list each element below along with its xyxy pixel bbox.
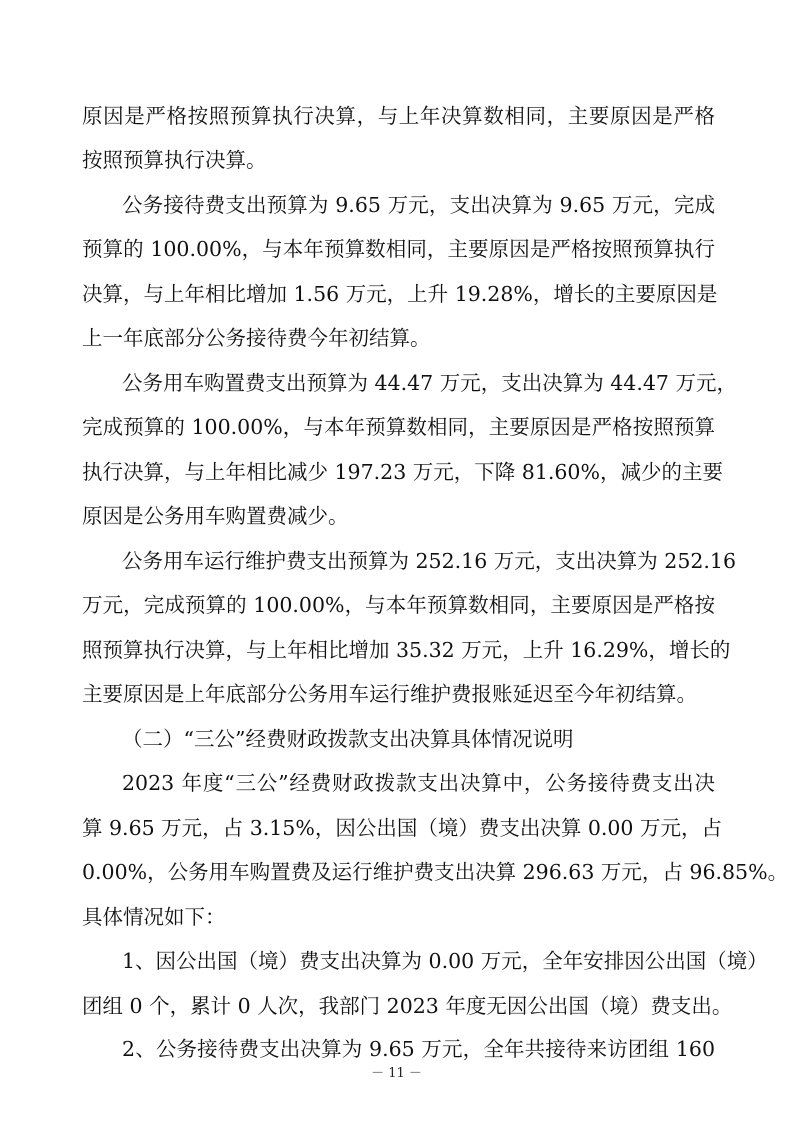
text-line: 主要原因是上年底部分公务用车运行维护费报账延迟至今年初结算。 [82,682,697,706]
section-heading: （二）“三公”经费财政拨款支出决算具体情况说明 [122,727,574,751]
text-line: 执行决算，与上年相比减少 197.23 万元，下降 81.60%，减少的主要 [82,460,723,484]
text-line: 0.00%，公务用车购置费及运行维护费支出决算 296.63 万元，占 96.85%。 [82,860,789,884]
text-line: 原因是公务用车购置费减少。 [82,504,349,528]
text-line: 2023 年度“三公”经费财政拨款支出决算中，公务接待费支出决 [122,771,715,795]
text-line: 上一年底部分公务接待费今年初结算。 [82,326,431,350]
page-number: － 11 － [371,1066,422,1081]
text-line: 按照预算执行决算。 [82,148,267,172]
text-line: 原因是严格按照预算执行决算，与上年决算数相同，主要原因是严格 [82,104,715,128]
text-line: 2、公务接待费支出决算为 9.65 万元，全年共接待来访团组 160 [122,1037,715,1061]
text-line: 预算的 100.00%，与本年预算数相同，主要原因是严格按照预算执行 [82,237,715,261]
text-line: 1、因公出国（境）费支出决算为 0.00 万元，全年安排因公出国（境） [122,949,768,973]
text-line: 算 9.65 万元，占 3.15%，因公出国（境）费支出决算 0.00 万元，占 [82,816,722,840]
text-line: 照预算执行决算，与上年相比增加 35.32 万元，上升 16.29%，增长的 [82,638,731,662]
text-line: 团组 0 个，累计 0 人次，我部门 2023 年度无因公出国（境）费支出。 [82,994,733,1018]
text-line: 完成预算的 100.00%，与本年预算数相同，主要原因是严格按照预算 [82,415,715,439]
text-line: 公务用车运行维护费支出预算为 252.16 万元，支出决算为 252.16 [122,549,737,573]
text-line: 具体情况如下： [82,905,226,929]
text-line: 公务用车购置费支出预算为 44.47 万元，支出决算为 44.47 万元， [122,371,737,395]
text-line: 万元，完成预算的 100.00%，与本年预算数相同，主要原因是严格按 [82,593,715,617]
text-line: 公务接待费支出预算为 9.65 万元，支出决算为 9.65 万元，完成 [122,193,715,217]
text-line: 决算，与上年相比增加 1.56 万元，上升 19.28%，增长的主要原因是 [82,282,718,306]
